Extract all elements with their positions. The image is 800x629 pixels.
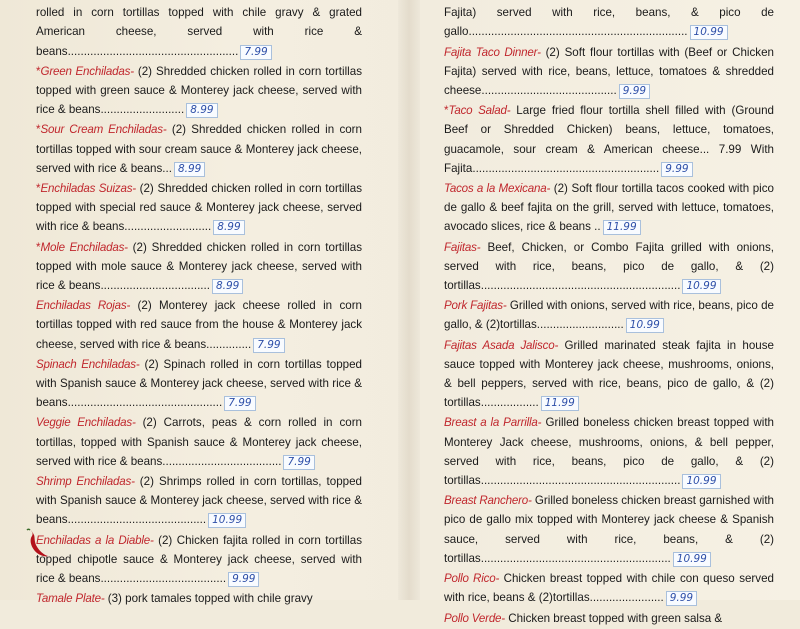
menu-item [36,179,362,237]
spicy-star-icon: * [444,104,449,118]
menu-item-price: 9.99 [228,572,259,587]
menu-item-name: Pollo Verde- [444,611,505,625]
spicy-star-icon: * [36,123,41,137]
menu-item [444,413,774,490]
left-menu-column [36,0,362,610]
menu-item-name: Pollo Rico- [444,572,500,586]
menu-item-description: (2) Shredded chicken rolled in corn tortillas topped with green sauce & Monterey jack cheese, served with rice & beans.......................... [36,64,362,117]
menu-item-price: 7.99 [253,338,284,353]
menu-item-price: 10.99 [626,318,664,333]
right-menu-column [444,0,774,629]
menu-item-price: 10.99 [682,474,720,489]
menu-item-description: (2) Soft flour tortillas with (Beef or Chicken Fajita) served with rice, beans, lettuce, tomatoes & shredded cheese.......................................... [444,45,774,98]
menu-item-description: Chicken breast topped with green salsa & [504,611,723,625]
menu-item-description: Grilled boneless chicken breast garnished with pico de gallo mix topped with Monterey jack cheese & Spanish sauce, served with rice, beans, & (2) tortillas........................................................... [444,494,774,565]
menu-item-description: (2) Soft flour tortilla tacos cooked with pico de gallo & beef fajita on the grill, served with lettuce, tomatoes, avocado slices, rice & beans .. [444,182,774,234]
menu-item [36,120,362,178]
menu-item-name: Enchiladas a la Diable- [36,533,154,547]
menu-item-price: 7.99 [283,455,314,470]
menu-item-name: Sour Cream Enchiladas- [40,123,167,137]
menu-item [36,62,362,120]
menu-item-name: Shrimp Enchiladas- [36,475,135,489]
menu-item-price: 10.99 [673,552,711,567]
menu-item [444,569,774,607]
menu-item [444,491,774,568]
spicy-star-icon: * [36,240,41,254]
menu-item [444,101,774,178]
menu-item [36,296,362,354]
menu-item [444,179,774,237]
menu-item-price: 9.99 [619,84,650,99]
menu-item-description: Large fried flour tortilla shell filled with (Ground Beef or Shredded Chicken) beans, lettuce, tomatoes, guacamole, sour cream & American cheese... 7.99 With Fajita.......................................................... [444,104,774,175]
menu-item-price: 8.99 [212,279,243,294]
menu-item [36,531,362,589]
menu-item-price: 11.99 [603,220,641,235]
menu-item-description: Grilled marinated steak fajita in house sauce topped with Monterey jack cheese, mushrooms, onions, & bell peppers, served with rice, beans, pico de gallo, & (2) tortillas.................. [444,338,774,410]
menu-item-description: Grilled boneless chicken breast topped with Monterey Jack cheese, mushrooms, onions, & bell pepper, served with rice, beans, pico de gallo, & (2) tortillas.............................................................. [444,416,774,488]
menu-item-description: (2) Shredded chicken rolled in corn tortillas topped with sour cream sauce & Monterey jack cheese, served with rice & beans... [36,123,362,175]
menu-item-name: Green Enchiladas- [40,64,134,78]
menu-item-description: (2) Monterey jack cheese rolled in corn tortillas topped with red sauce from the house & Monterey jack cheese, served with rice & beans.............. [36,299,363,351]
menu-item-description: (2) Shrimps rolled in corn tortillas, topped with Spanish sauce & Monterey jack cheese, served with rice & beans........................................... [36,475,362,527]
menu-item-description: (3) pork tamales topped with chile gravy [104,592,313,606]
menu-item [36,472,362,530]
menu-item-price: 7.99 [240,45,271,60]
menu-item [444,43,774,101]
menu-item-name: Tamale Plate- [36,592,105,606]
menu-item-name: Enchiladas Rojas- [36,299,131,313]
spicy-star-icon: * [36,64,41,78]
menu-item-name: Spinach Enchiladas- [36,357,140,371]
menu-item-name: Pork Fajitas- [444,299,507,313]
menu-item-description: (2) Chicken fajita rolled in corn tortillas topped chipotle sauce & Monterey jack cheese, served with rice & beans....................................... [36,533,363,586]
page-fold [398,0,420,600]
menu-item-name: Fajitas- [444,240,481,254]
menu-item-name: Taco Salad- [448,104,511,118]
menu-item-description: (2) Carrots, peas & corn rolled in corn tortillas, topped with Spanish sauce & Monterey jack cheese, served with rice & beans..................................... [36,416,362,468]
menu-item-price: 8.99 [174,162,205,177]
menu-item-description: (2) Shredded chicken rolled in corn tortillas topped with mole sauce & Monterey jack cheese, served with rice & beans.................................. [36,240,362,293]
menu-item [444,336,774,413]
menu-item-price: 10.99 [682,279,720,294]
menu-item [36,238,362,296]
menu-item-name: Enchiladas Suizas- [40,182,136,196]
menu-item [36,589,362,608]
menu-item-description: (2) Shredded chicken rolled in corn tortillas topped with special red sauce & Monterey jack cheese, served with rice & beans........................... [36,182,362,234]
menu-item [444,609,774,628]
menu-item-name: Breast Ranchero- [444,494,532,508]
menu-item [444,296,774,334]
menu-item-price: 10.99 [690,25,728,40]
menu-item-price: 10.99 [208,513,246,528]
menu-item-name: Fajita Taco Dinner- [444,45,541,59]
menu-item [444,0,774,42]
menu-item-price: 9.99 [661,162,692,177]
menu-item-description: Chicken breast topped with chile con queso served with rice, beans & (2)tortillas....................... [444,572,774,605]
menu-item-price: 8.99 [213,220,244,235]
menu-item-description: Grilled with onions, served with rice, beans, pico de gallo, & (2)tortillas........................... [444,299,774,332]
menu-item [36,413,362,471]
menu-item [36,0,362,61]
menu-item [444,238,774,296]
menu-item-name: Tacos a la Mexicana- [444,182,551,196]
menu-item-price: 8.99 [186,103,217,118]
menu-item-description: rolled in corn tortillas topped with chile gravy & grated American cheese, served with rice & beans..................................................... [36,6,362,58]
menu-item-name: Fajitas Asada Jalisco- [444,338,559,352]
menu-item-description: Beef, Chicken, or Combo Fajita grilled with onions, served with rice, beans, pico de gallo, & (2) tortillas.............................................................. [444,240,774,293]
menu-item-description: Fajita) served with rice, beans, & pico de gallo.................................................................... [444,6,774,39]
menu-item-name: Breast a la Parrilla- [444,416,542,430]
menu-item-name: Veggie Enchiladas- [36,416,136,430]
menu-item [36,355,362,413]
menu-item-price: 7.99 [224,396,255,411]
menu-item-name: Mole Enchiladas- [40,240,128,254]
spicy-star-icon: * [36,182,41,196]
menu-item-price: 11.99 [541,396,579,411]
menu-item-price: 9.99 [666,591,697,606]
menu-item-description: (2) Spinach rolled in corn tortillas topped with Spanish sauce & Monterey jack cheese, served with rice & beans................................................ [36,357,362,410]
